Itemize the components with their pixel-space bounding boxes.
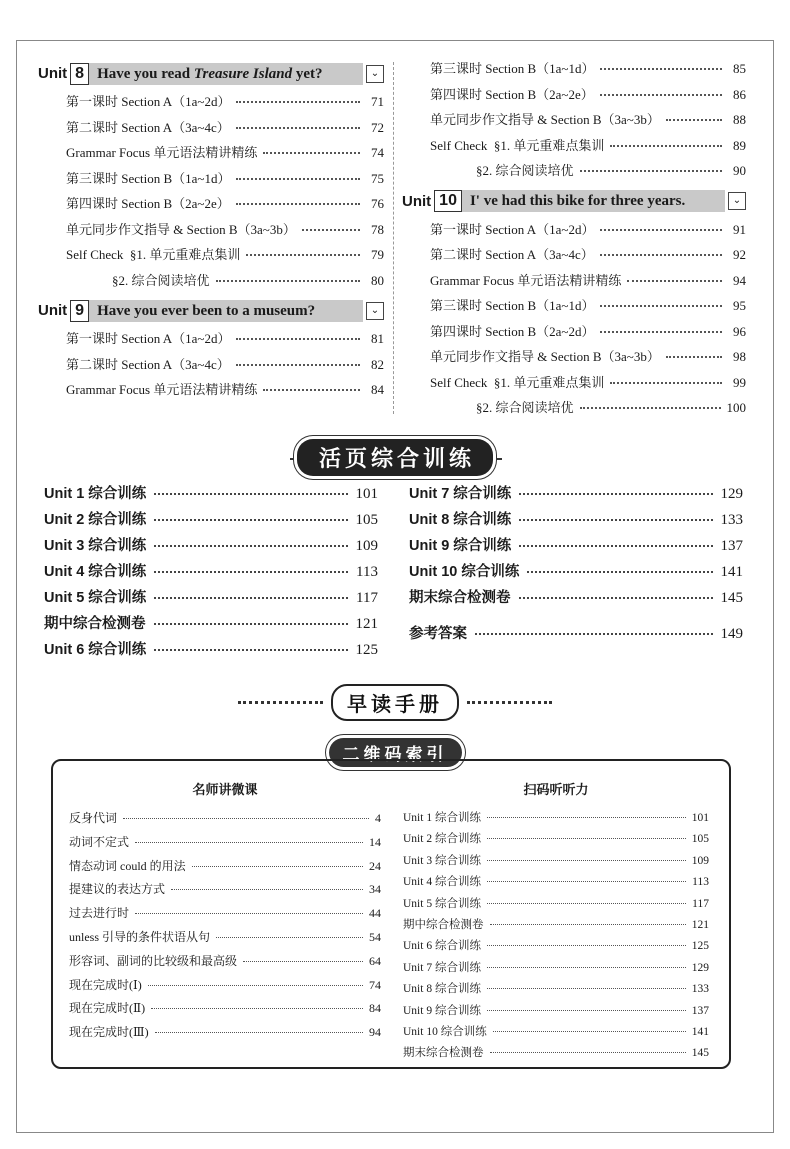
dot-leader [580,170,722,172]
dot-leader [490,924,686,925]
dot-leader [154,545,347,547]
page-number: 4 [375,811,381,825]
toc-right-column [402,58,746,423]
dot-leader [600,254,722,256]
toc-left-column [38,58,384,405]
entry-label: Unit 7 综合训练 [409,486,512,502]
page-number: 84 [369,1001,381,1016]
entry-label: 期中综合检测卷 [403,918,484,931]
entry-label: 现在完成时(Ⅰ) [69,977,142,992]
dot-leader [519,545,712,547]
entry-label: 期末综合检测卷 [403,1047,484,1060]
qr-entry[interactable] [69,904,381,928]
entry-label: 第四课时 Section B（2a~2e） [66,196,230,211]
entry-label: Unit 8 综合训练 [409,512,512,528]
dot-leader [123,818,369,819]
toc-entry[interactable] [402,160,746,186]
qr-entry[interactable] [69,809,381,833]
page-number: 79 [371,247,384,262]
toc-entry[interactable] [38,193,384,219]
toc-entry[interactable] [38,328,384,354]
dot-leader [487,817,686,818]
entry-label: 第一课时 Section A（1a~2d） [66,94,231,109]
page-number: 92 [733,247,746,262]
toc-entry[interactable] [38,379,384,405]
training-entry[interactable] [44,612,378,638]
dot-leader [627,280,722,282]
entry-label: Unit 5 综合训练 [44,590,147,606]
training-entry[interactable] [44,638,378,664]
page-number: 85 [733,61,746,76]
entry-label: 第一课时 Section A（1a~2d） [430,221,595,237]
entry-label: Unit 9 综合训练 [403,1004,481,1017]
dot-leader [148,985,363,986]
dot-leader [236,178,360,180]
entry-label: 参考答案 [409,626,467,642]
dot-leader [263,389,360,391]
section-heading: 二维码索引 [329,738,462,767]
column-title: 扫码听听力 [523,783,589,798]
dot-leader [216,937,363,938]
page-number: 86 [733,86,746,102]
dot-leader [236,203,360,205]
dot-leader [600,305,722,307]
page-number: 121 [691,918,709,931]
entry-label: 单元同步作文指导 & Section B（3a~3b） [430,112,660,127]
unit-label: Unit [402,192,432,210]
toc-entry[interactable] [38,244,384,270]
dot-leader [527,571,712,573]
toc-entry[interactable] [402,270,746,296]
page-number: 133 [720,512,743,528]
qr-entry[interactable] [403,1044,709,1065]
entry-label: 动词不定式 [69,834,130,849]
dot-leader [243,961,363,962]
page-number: 34 [369,882,381,897]
page-number: 141 [720,564,743,580]
page-number: 149 [720,626,743,642]
dot-leader [154,649,347,651]
page-number: 94 [733,272,746,288]
page-number: 129 [691,961,709,974]
page-number: 98 [733,349,746,364]
dot-leader [610,382,722,384]
training-entry[interactable] [409,622,743,648]
entry-label: 现在完成时(Ⅱ) [69,1001,146,1016]
page-number: 137 [720,538,743,554]
page-number: 125 [691,940,709,953]
dot-leader [666,356,722,358]
unit-label: Unit [38,302,68,319]
entry-label: unless 引导的条件状语从句 [69,929,211,944]
training-entry[interactable] [44,560,378,586]
unit-10-items [402,219,746,423]
entry-label: Unit 6 综合训练 [403,940,481,953]
entry-label: Unit 5 综合训练 [403,897,481,910]
page-number: 89 [733,137,746,153]
entry-label: Unit 2 综合训练 [44,512,147,528]
toc-entry[interactable] [38,168,384,194]
entry-label: 第四课时 Section B（2a~2e） [430,86,594,102]
page-number: 117 [356,590,378,606]
dot-leader [135,913,363,914]
unit-9-header[interactable] [38,297,384,324]
page-number: 75 [371,170,384,186]
training-entry[interactable] [44,482,378,508]
qr-entry[interactable] [403,809,709,830]
page-number: 54 [369,929,381,944]
toc-entry[interactable] [38,219,384,245]
page-number: 113 [356,564,378,580]
entry-label: 期末综合检测卷 [409,590,511,606]
qr-entry[interactable] [403,980,709,1001]
entry-label: §2. 综合阅读培优 [476,400,574,415]
qr-entry[interactable] [403,895,709,916]
entry-label: Grammar Focus 单元语法精讲精练 [66,145,258,160]
chevron-down-icon[interactable]: ⌄ [366,302,384,320]
entry-label: Self Check §1. 单元重难点集训 [66,247,241,262]
dot-leader [171,889,363,890]
training-entry[interactable] [44,534,378,560]
dot-leader [487,967,686,968]
dot-leader [519,493,712,495]
page-number: 109 [691,854,709,867]
dot-leader [216,280,360,282]
entry-label: Grammar Focus 单元语法精讲精练 [430,272,622,288]
unit-label: Unit [38,65,68,82]
toc-entry[interactable] [402,372,746,398]
toc-entry[interactable] [402,346,746,372]
dot-leader [154,571,348,573]
dot-leader [236,364,360,366]
dot-leader [236,338,360,340]
qr-index-box [51,759,731,1069]
qr-entry[interactable] [403,937,709,958]
page-number: 133 [691,983,709,996]
qr-entry[interactable] [403,873,709,894]
dot-leader [600,229,722,231]
qr-entry[interactable] [403,959,709,980]
qr-entry[interactable] [69,880,381,904]
dot-leader [263,152,360,154]
unit-title: Have you read Treasure Island yet? [89,63,363,85]
page-number: 88 [733,112,746,127]
page-number: 113 [692,876,709,889]
dot-leader [154,519,347,521]
entry-label: 期中综合检测卷 [44,616,146,632]
page-number: 95 [733,298,746,313]
entry-label: Self Check §1. 单元重难点集训 [430,374,605,390]
training-entry[interactable] [409,534,743,560]
toc-entry[interactable] [402,84,746,110]
training-entry[interactable] [409,586,743,612]
toc-entry[interactable] [402,135,746,161]
toc-entry[interactable] [402,397,746,423]
chevron-down-icon[interactable]: ⌄ [728,192,746,210]
loose-leaf-banner [0,439,790,476]
micro-lesson-list [69,809,381,1047]
loose-leaf-right-list [409,482,743,648]
dot-leader [154,493,347,495]
entry-label: 第二课时 Section A（3a~4c） [430,247,594,262]
entry-label: 第四课时 Section B（2a~2d） [430,323,595,339]
dot-leader [610,145,722,147]
page-number: 64 [369,953,381,968]
entry-label: 提建议的表达方式 [69,882,166,897]
toc-entry[interactable] [402,58,746,84]
page-number: 74 [369,977,381,992]
page-number: 44 [369,906,381,921]
page-number: 76 [371,196,384,211]
entry-label: Unit 4 综合训练 [44,564,147,580]
qr-entry[interactable] [69,976,381,1000]
entry-label: Unit 10 综合训练 [403,1025,487,1038]
qr-entry[interactable] [403,916,709,937]
entry-label: Unit 1 综合训练 [403,812,481,824]
entry-label: 第三课时 Section B（1a~1d） [430,298,595,313]
dot-leader [519,519,712,521]
entry-label: Unit 4 综合训练 [403,876,481,889]
dot-leader [151,1008,363,1009]
chevron-down-icon[interactable]: ⌄ [366,65,384,83]
page-number: 101 [355,486,378,502]
entry-label: Unit 2 综合训练 [403,833,481,846]
page-number: 96 [733,323,746,339]
dot-leader [475,633,713,635]
toc-entry[interactable] [38,142,384,168]
training-entry[interactable] [44,586,378,612]
qr-entry[interactable] [403,1002,709,1023]
page-number: 91 [733,221,746,237]
entry-label: 第一课时 Section A（1a~2d） [66,331,231,346]
entry-label: 第三课时 Section B（1a~1d） [430,61,595,76]
column-title: 名师讲微课 [192,783,258,798]
listening-list [403,809,709,1066]
toc-entry[interactable] [38,117,384,143]
unit-8-header[interactable] [38,60,384,87]
dot-leader [246,254,360,256]
page-number: 101 [691,812,709,824]
entry-label: 单元同步作文指导 & Section B（3a~3b） [66,221,296,237]
dot-leader [600,94,722,96]
entry-label: Grammar Focus 单元语法精讲精练 [66,382,258,397]
page-number: 109 [355,538,378,554]
page-number: 24 [369,858,381,873]
training-entry[interactable] [409,508,743,534]
entry-label: Unit 10 综合训练 [409,564,520,580]
qr-entry[interactable] [69,999,381,1023]
toc-entry[interactable] [402,321,746,347]
unit-9-items [38,328,384,405]
dot-leader [135,842,363,843]
qr-entry[interactable] [69,833,381,857]
dotted-divider [238,701,323,704]
page-number: 74 [371,145,384,160]
page-number: 141 [691,1025,709,1038]
page-number: 121 [355,616,378,632]
page-number: 80 [371,272,384,288]
page-number: 125 [355,642,378,658]
dot-leader [487,988,686,989]
qr-entry[interactable] [69,952,381,976]
qr-entry[interactable] [69,1023,381,1047]
dot-leader [487,1010,686,1011]
dot-leader [154,623,348,625]
dot-leader [487,838,686,839]
unit-title: Have you ever been to a museum? [89,300,363,322]
entry-label: Unit 9 综合训练 [409,538,512,554]
page-number: 90 [733,163,746,178]
morning-reading-banner [0,684,790,721]
dot-leader [236,101,360,103]
toc-entry[interactable] [38,354,384,380]
page-number: 71 [371,94,384,109]
page-number: 14 [369,834,381,849]
page-number: 145 [720,590,743,606]
entry-label: Unit 1 综合训练 [44,486,147,502]
qr-entry[interactable] [69,928,381,952]
page-number: 81 [371,331,384,346]
section-heading[interactable]: 早读手册 [331,684,459,721]
entry-label: Unit 3 综合训练 [403,854,481,867]
entry-label: Unit 7 综合训练 [403,961,481,974]
micro-lesson-column [69,779,381,1047]
unit-10-header[interactable] [402,188,746,215]
entry-label: 第二课时 Section A（3a~4c） [66,356,230,372]
entry-label: 形容词、副词的比较级和最高级 [69,953,238,968]
unit-number: 8 [70,63,89,85]
entry-label: 反身代词 [69,811,118,825]
toc-entry[interactable] [402,219,746,245]
entry-label: 过去进行时 [69,906,130,921]
entry-label: 单元同步作文指导 & Section B（3a~3b） [430,349,660,364]
dot-leader [154,597,348,599]
entry-label: Unit 3 综合训练 [44,538,147,554]
toc-entry[interactable] [402,295,746,321]
entry-label: 现在完成时(Ⅲ) [69,1025,149,1040]
entry-label: 第三课时 Section B（1a~1d） [66,170,231,186]
page-number: 72 [371,119,384,135]
entry-label: Unit 6 综合训练 [44,642,147,658]
qr-entry[interactable] [403,852,709,873]
page-number: 94 [369,1025,381,1040]
entry-label: Self Check §1. 单元重难点集训 [430,137,605,153]
dot-leader [302,229,360,231]
qr-entry[interactable] [403,1023,709,1044]
unit-9-continued-items [402,58,746,186]
column-divider [393,62,394,414]
dot-leader [600,331,722,333]
dot-leader [487,945,686,946]
entry-label: §2. 综合阅读培优 [476,163,574,178]
page-number: 117 [692,897,709,910]
unit-number: 10 [434,190,462,212]
training-entry[interactable] [409,482,743,508]
page-number: 105 [355,512,378,528]
dot-leader [487,903,686,904]
qr-entry[interactable] [403,830,709,851]
dotted-divider [467,701,552,704]
entry-label: Unit 8 综合训练 [403,983,481,996]
entry-label: 情态动词 could 的用法 [69,858,186,873]
page-number: 129 [720,486,743,502]
dot-leader [487,881,686,882]
dot-leader [666,119,722,121]
unit-8-items [38,91,384,295]
page-number: 82 [371,356,384,372]
loose-leaf-left-list [44,482,378,664]
dot-leader [487,860,686,861]
toc-entry[interactable] [402,244,746,270]
toc-entry[interactable] [38,91,384,117]
toc-entry[interactable] [38,270,384,296]
page-number: 137 [691,1004,709,1017]
listening-column [403,779,709,1066]
qr-entry[interactable] [69,857,381,881]
unit-number: 9 [70,300,89,322]
page-number: 100 [726,400,746,415]
dot-leader [519,597,713,599]
page-number: 145 [691,1047,709,1060]
page-number: 105 [691,833,709,846]
dot-leader [600,68,722,70]
page-number: 84 [371,382,384,397]
dot-leader [490,1052,686,1053]
section-heading: 活页综合训练 [297,439,493,476]
dot-leader [580,407,721,409]
entry-label: §2. 综合阅读培优 [112,272,210,288]
unit-title: I' ve had this bike for three years. [462,190,725,212]
page-number: 78 [371,221,384,237]
training-entry[interactable] [409,560,743,586]
toc-entry[interactable] [402,109,746,135]
entry-label: 第二课时 Section A（3a~4c） [66,119,230,135]
dot-leader [192,866,363,867]
training-entry[interactable] [44,508,378,534]
page-number: 99 [733,374,746,390]
dot-leader [236,127,360,129]
dot-leader [155,1032,363,1033]
dot-leader [493,1031,686,1032]
